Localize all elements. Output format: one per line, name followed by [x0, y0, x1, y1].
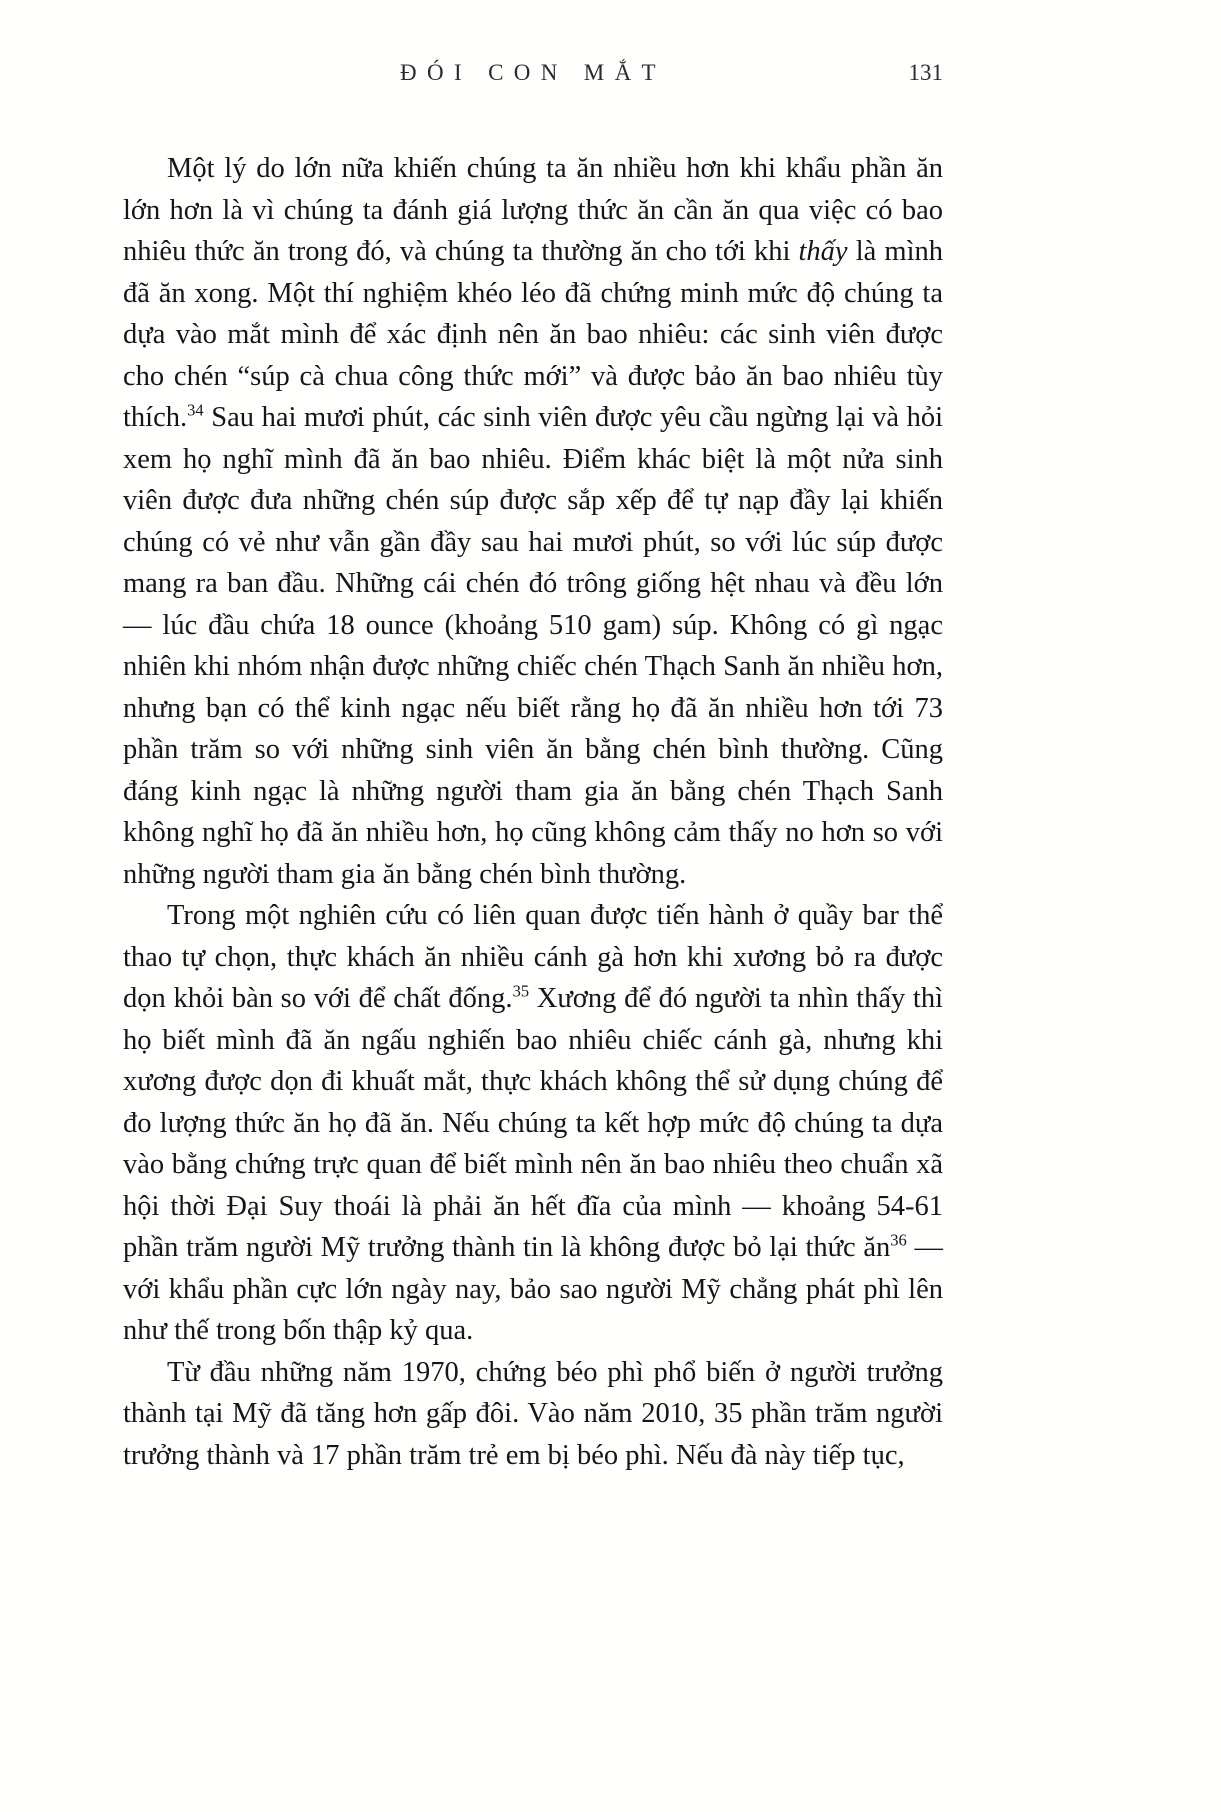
footnote-reference: 36	[890, 1230, 907, 1250]
italic-text: thấy	[798, 236, 848, 267]
footnote-reference: 35	[512, 981, 530, 1001]
paragraph: Trong một nghiên cứu có liên quan được tiến hành ở quầy bar thể thao tự chọn, thực khách ăn nhiều cánh gà hơn khi xương bỏ ra được dọn khỏi bàn so với để chất đống.$^{35}$ Xương để đó người ta nhìn thấy thì họ biết mình đã ăn ngấu nghiến bao nhiêu chiếc cánh gà, nhưng khi xương được dọn đi khuất mắt, thực khách không thể sử dụng chúng để đo lượng thức ăn họ đã ăn. Nếu chúng ta kết hợp mức độ chúng ta dựa vào bằng chứng trực quan để biết mình nên ăn bao nhiêu theo chuẩn xã hội thời Đại Suy thoái là phải ăn hết đĩa của mình — khoảng 54-61 phần trăm người Mỹ trưởng thành tin là không được bỏ lại thức $ăn^{36}$ — với khẩu phần cực lớn ngày nay, bảo sao người Mỹ chẳng phát phì lên như thế trong bốn thập kỷ qua.	[123, 900, 944, 1346]
running-header-title: ĐÓI CON MẮT	[400, 60, 666, 85]
footnote-reference: 34	[187, 400, 204, 420]
body-text	[123, 148, 943, 1476]
text-block	[123, 60, 943, 1476]
paragraph: Từ đầu những năm 1970, chứng béo phì phổ biến ở người trưởng thành tại Mỹ đã tăng hơn gấp đôi. Vào năm 2010, 35 phần trăm người trưởng thành và 17 phần trăm trẻ em bị béo phì. Nếu đà này tiếp tục,	[123, 1356, 943, 1471]
running-header	[123, 60, 943, 100]
paragraph: Một lý do lớn nữa khiến chúng ta ăn nhiều hơn khi khẩu phần ăn lớn hơn là vì chúng ta đánh giá lượng thức ăn cần ăn qua việc có bao nhiêu thức ăn trong đó, và chúng ta thường ăn cho tới khi thấy là mình đã ăn xong. Một thí nghiệm khéo léo đã chứng minh mức độ chúng ta dựa vào mắt mình để xác định nên ăn bao nhiêu: các sinh viên được cho chén “súp cà chua công thức mới” và được bảo ăn bao nhiêu tùy thích.$^{34}$ Sau hai mươi phút, các sinh viên được yêu cầu ngừng lại và hỏi xem họ nghĩ mình đã ăn bao nhiêu. Điểm khác biệt là một nửa sinh viên được đưa những chén súp được sắp xếp để tự nạp đầy lại khiến chúng có vẻ như vẫn gần đầy sau hai mươi phút, so với lúc súp được mang ra ban đầu. Những cái chén đó trông giống hệt nhau và đều lớn — lúc đầu chứa 18 ounce (khoảng 510 gam) súp. Không có gì ngạc nhiên khi nhóm nhận được những chiếc chén Thạch Sanh ăn nhiều hơn, nhưng bạn có thể kinh ngạc nếu biết rằng họ đã ăn nhiều hơn tới 73 phần trăm so với những sinh viên ăn bằng chén bình thường. Cũng đáng kinh ngạc là những người tham gia ăn bằng chén Thạch Sanh không nghĩ họ đã ăn nhiều hơn, họ cũng không cảm thấy no hơn so với những người tham gia ăn bằng chén bình thường.	[123, 153, 943, 890]
page-number: 131	[908, 60, 943, 85]
